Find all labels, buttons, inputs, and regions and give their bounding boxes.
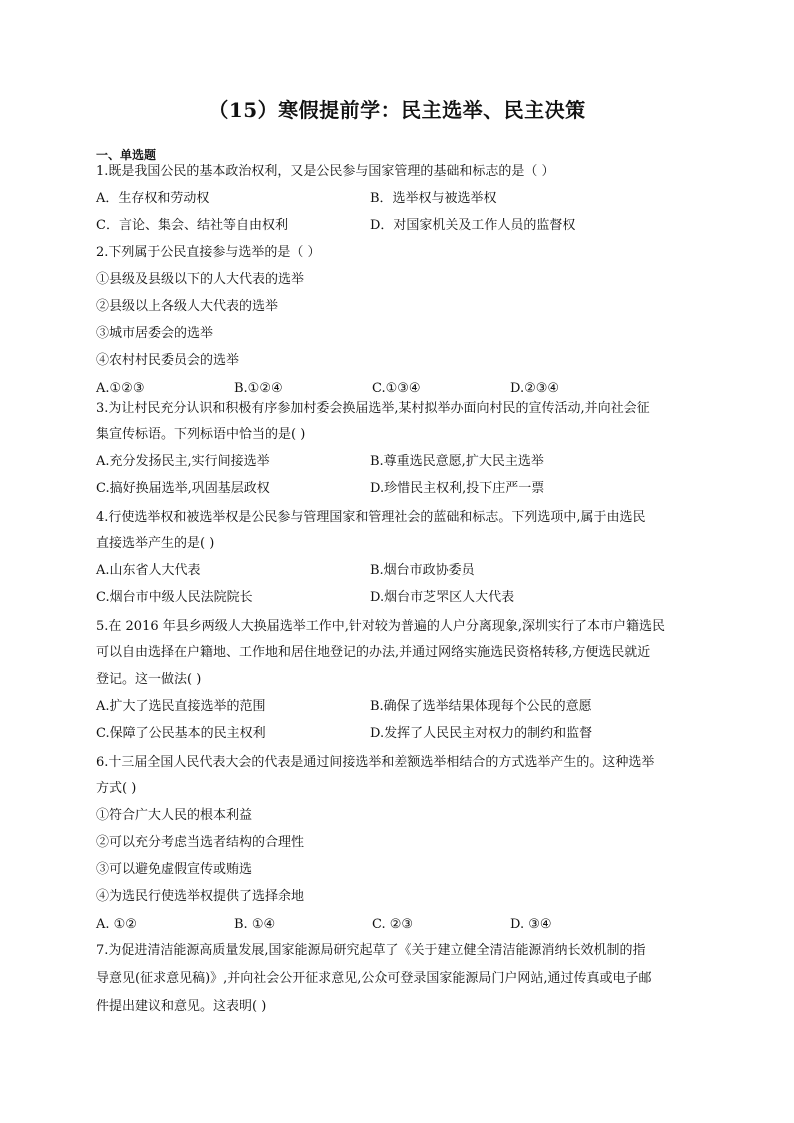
question-1-option-b: B．选举权与被选举权 xyxy=(370,191,497,206)
question-5-stem-line-2: 可以自由选择在户籍地、工作地和居住地登记的办法,并通过网络实施选民资格转移,方便选民就近 xyxy=(96,645,651,660)
question-7-stem-line-1: 7.为促进清洁能源高质量发展,国家能源局研究起草了《关于建立健全清洁能源消纳长效机制的指 xyxy=(96,943,646,958)
question-6-option-b: B. ①④ xyxy=(234,917,276,932)
question-2-option-c: C.①③④ xyxy=(372,381,421,396)
question-2-item-1: ①县级及县级以下的人大代表的选举 xyxy=(96,272,305,287)
question-5-option-a: A.扩大了选民直接选举的范围 xyxy=(96,699,266,714)
question-3-stem-line-1: 3.为让村民充分认识和积极有序参加村委会换届选举,某村拟举办面向村民的宣传活动,并向社会征 xyxy=(96,401,650,416)
question-4-option-c: C.烟台市中级人民法院院长 xyxy=(96,590,253,605)
question-2-option-d: D.②③④ xyxy=(510,381,560,396)
question-2-item-3: ③城市居委会的选举 xyxy=(96,326,214,341)
question-1-option-c: C．言论、集会、结社等自由权利 xyxy=(96,218,288,233)
question-6-option-d: D. ③④ xyxy=(510,917,552,932)
question-6-option-c: C. ②③ xyxy=(372,917,414,932)
question-2-item-4: ④农村村民委员会的选举 xyxy=(96,353,240,368)
question-7-stem-line-3: 件提出建议和意见。这表明( ) xyxy=(96,999,267,1014)
question-6-item-2: ②可以充分考虑当选者结构的合理性 xyxy=(96,835,305,850)
question-3-option-b: B.尊重选民意愿,扩大民主选举 xyxy=(370,454,544,469)
section-heading: 一、单选题 xyxy=(96,148,157,162)
question-4-stem-line-2: 直接选举产生的是( ) xyxy=(96,536,215,551)
question-6-option-a: A. ①② xyxy=(96,917,137,932)
question-2-option-a: A.①②③ xyxy=(96,381,145,396)
question-6-item-4: ④为选民行使选举权提供了选择余地 xyxy=(96,889,305,904)
question-5-stem-line-1: 5.在 2016 年县乡两级人大换届选举工作中,针对较为普遍的人户分离现象,深圳实行了本市户籍选民 xyxy=(96,619,666,634)
question-7-stem-line-2: 导意见(征求意见稿)》,并向社会公开征求意见,公众可登录国家能源局门户网站,通过传真或电子邮 xyxy=(96,971,652,986)
question-4-option-d: D.烟台市芝罘区人大代表 xyxy=(370,590,515,605)
question-5-option-b: B.确保了选举结果体现每个公民的意愿 xyxy=(370,699,592,714)
question-4-option-a: A.山东省人大代表 xyxy=(96,563,201,578)
question-3-option-d: D.珍惜民主权利,投下庄严一票 xyxy=(370,481,545,496)
question-6-item-1: ①符合广大人民的根本利益 xyxy=(96,808,253,823)
question-5-stem-line-3: 登记。这一做法( ) xyxy=(96,672,202,687)
question-3-option-a: A.充分发扬民主,实行间接选举 xyxy=(96,454,270,469)
question-4-option-b: B.烟台市政协委员 xyxy=(370,563,475,578)
question-3-stem-line-2: 集宣传标语。下列标语中恰当的是( ) xyxy=(96,427,306,442)
question-5-option-d: D.发挥了人民民主对权力的制约和监督 xyxy=(370,726,593,741)
question-1-stem: 1.既是我国公民的基本政治权利，又是公民参与国家管理的基础和标志的是（ ） xyxy=(96,164,555,179)
question-6-stem-line-1: 6.十三届全国人民代表大会的代表是通过间接选举和差额选举相结合的方式选举产生的。这种选举 xyxy=(96,755,655,770)
question-6-item-3: ③可以避免虚假宣传或贿选 xyxy=(96,862,253,877)
question-1-option-d: D．对国家机关及工作人员的监督权 xyxy=(370,218,576,233)
question-5-option-c: C.保障了公民基本的民主权利 xyxy=(96,726,266,741)
question-4-stem-line-1: 4.行使选举权和被选举权是公民参与管理国家和管理社会的蓝础和标志。下列选项中,属于由选民 xyxy=(96,510,646,525)
question-2-stem: 2.下列属于公民直接参与选举的是（ ） xyxy=(96,245,321,260)
question-6-stem-line-2: 方式( ) xyxy=(96,781,137,796)
question-3-option-c: C.搞好换届选举,巩固基层政权 xyxy=(96,481,270,496)
question-1-option-a: A．生存权和劳动权 xyxy=(96,191,210,206)
question-2-item-2: ②县级以上各级人大代表的选举 xyxy=(96,299,279,314)
page-title: （15）寒假提前学：民主选举、民主决策 xyxy=(208,98,586,122)
question-2-option-b: B.①②④ xyxy=(234,381,283,396)
